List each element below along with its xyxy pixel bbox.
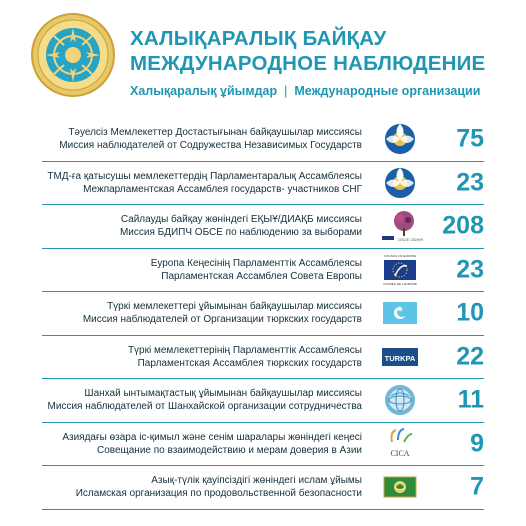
odihr-logo-icon bbox=[380, 208, 424, 244]
turkic-states-logo-icon bbox=[380, 295, 420, 331]
organization-name bbox=[62, 431, 362, 457]
turkpa-logo-text: TURKPA bbox=[384, 353, 416, 363]
turkpa-logo-icon bbox=[380, 339, 420, 375]
list-item bbox=[42, 162, 484, 206]
name-kz: ТМД-ға қатысушы мемлекеттердің Парламентаралық Ассамблеясы bbox=[47, 170, 362, 182]
cis-emblem-icon bbox=[380, 121, 420, 157]
name-kz: Шанхай ынтымақтастық ұйымынан байқаушылар миссиясы bbox=[84, 388, 362, 400]
title-line-kz: ХАЛЫҚАРАЛЫҚ БАЙҚАУ bbox=[130, 27, 387, 50]
cis-emblem-icon bbox=[380, 165, 420, 201]
observer-count: 7 bbox=[470, 472, 484, 501]
subtitle-kz: Халықаралық ұйымдар bbox=[130, 84, 278, 98]
council-of-europe-logo-icon bbox=[380, 252, 420, 288]
page-subtitle bbox=[130, 84, 480, 98]
name-ru: Миссия БДИПЧ ОБСЕ по наблюдению за выборами bbox=[119, 227, 362, 239]
name-ru: Миссия наблюдателей от Организации тюркских государств bbox=[82, 314, 362, 326]
title-line-ru: МЕЖДУНАРОДНОЕ НАБЛЮДЕНИЕ bbox=[130, 52, 486, 75]
list-item bbox=[42, 205, 484, 249]
observer-count: 23 bbox=[456, 168, 484, 197]
election-commission-emblem-icon bbox=[30, 12, 116, 98]
observer-count: 208 bbox=[442, 211, 484, 240]
observer-count: 9 bbox=[470, 429, 484, 458]
organization-name bbox=[151, 257, 362, 283]
observer-count: 23 bbox=[456, 255, 484, 284]
organization-name bbox=[59, 126, 362, 152]
observer-count: 75 bbox=[456, 124, 484, 153]
organization-name bbox=[83, 300, 362, 326]
organizations-list bbox=[42, 118, 484, 510]
cica-logo-icon bbox=[380, 426, 420, 462]
organization-name bbox=[128, 344, 362, 370]
name-kz: Сайлауды байқау жөніндегі ЕҚЫҰ/ДИАҚБ миссиясы bbox=[120, 214, 362, 226]
page-title bbox=[130, 26, 520, 76]
name-ru: Парламентская Ассамблея тюркских государств bbox=[137, 357, 362, 369]
list-item bbox=[42, 466, 484, 510]
organization-name bbox=[47, 170, 362, 196]
name-kz: Еуропа Кеңесінің Парламенттік Ассамблеясы bbox=[150, 257, 362, 269]
name-ru: Парламентская Ассамблея Совета Европы bbox=[161, 270, 362, 282]
list-item bbox=[42, 336, 484, 380]
name-kz: Түркі мемлекеттері ұйымынан байқаушылар миссиясы bbox=[107, 301, 362, 313]
subtitle-ru: Международные организации bbox=[294, 84, 481, 98]
name-ru: Исламская организация по продовольственной безопасности bbox=[75, 488, 362, 500]
name-ru: Миссия наблюдателей от Шанхайской организации сотрудничества bbox=[47, 401, 362, 413]
list-item bbox=[42, 292, 484, 336]
name-ru: Миссия наблюдателей от Содружества Независимых Государств bbox=[59, 140, 362, 152]
organization-name bbox=[120, 213, 362, 239]
observer-count: 11 bbox=[457, 385, 484, 414]
list-item bbox=[42, 379, 484, 423]
organization-name bbox=[48, 387, 362, 413]
sco-logo-icon bbox=[380, 382, 420, 418]
cica-logo-text: CICA bbox=[390, 448, 410, 458]
coe-text-top: COUNCIL OF EUROPE bbox=[384, 253, 416, 258]
list-item bbox=[42, 249, 484, 293]
name-kz: Азиядағы өзара іс-қимыл және сенім шаралары жөніндегі кеңесі bbox=[62, 431, 362, 443]
name-kz: Тәуелсіз Мемлекеттер Достастығынан байқаушылар миссиясы bbox=[68, 127, 362, 139]
observer-count: 22 bbox=[456, 342, 484, 371]
iofs-flag-icon bbox=[380, 469, 420, 505]
name-ru: Межпарламентская Ассамблея государств- участников СНГ bbox=[83, 183, 362, 195]
observer-count: 10 bbox=[456, 298, 484, 327]
name-kz: Түркі мемлекеттерінің Парламенттік Ассамблеясы bbox=[127, 344, 362, 356]
name-kz: Азық-түлік қауіпсіздігі жөніндегі ислам ұйымы bbox=[151, 475, 362, 487]
subtitle-separator: | bbox=[284, 84, 288, 98]
name-ru: Совещание по взаимодействию и мерам доверия в Азии bbox=[96, 444, 362, 456]
list-item bbox=[42, 118, 484, 162]
odihr-logo-text: OSCE ODIHR bbox=[398, 237, 424, 243]
coe-text-bottom: CONSEIL DE L'EUROPE bbox=[383, 281, 417, 286]
list-item bbox=[42, 423, 484, 467]
organization-name bbox=[76, 474, 362, 500]
